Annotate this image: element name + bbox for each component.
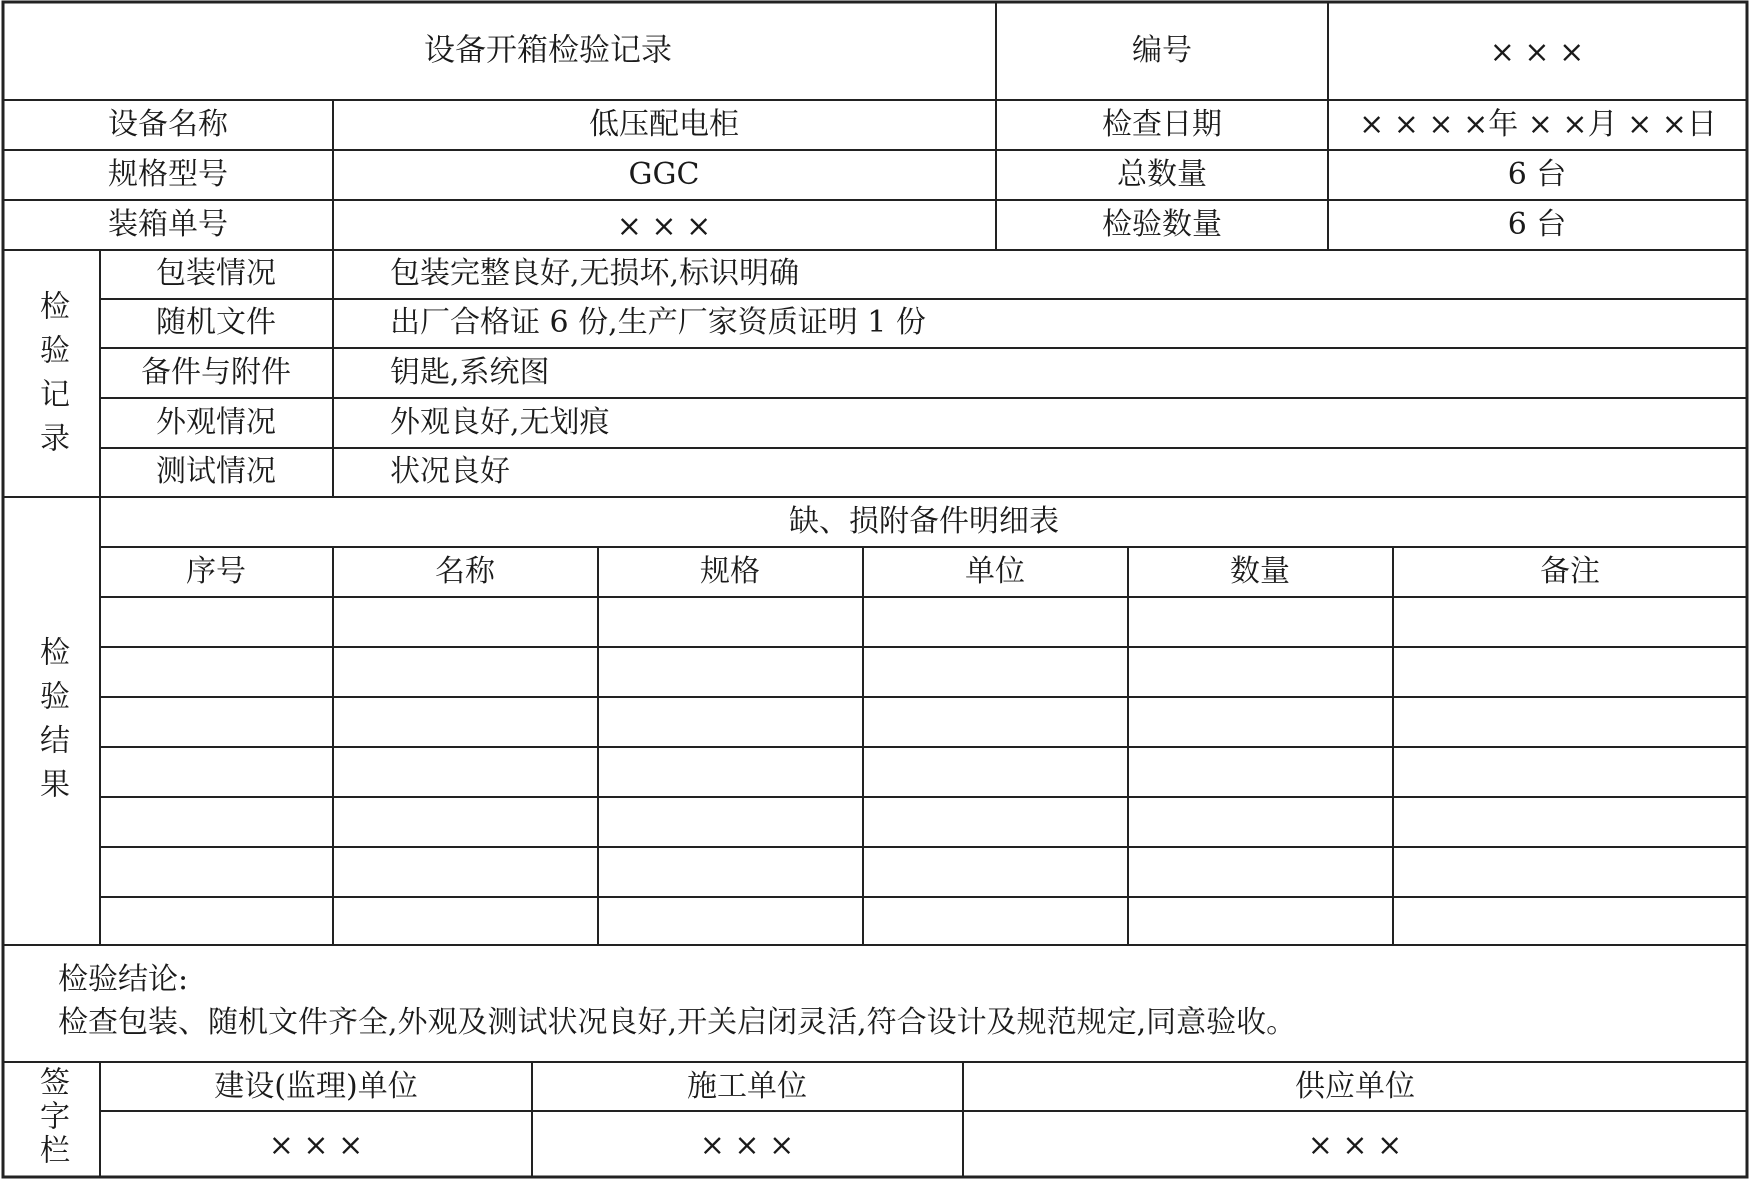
missing-parts-table-title: 缺、损附备件明细表 [789,504,1059,539]
packing-list-value: × × × [616,209,712,244]
record-row-value: 外观良好,无划痕 [390,405,610,440]
column-header: 序号 [186,554,246,589]
equipment-name-value: 低压配电柜 [589,107,739,142]
check-date-label: 检查日期 [1102,107,1222,142]
signature-section-label: 签字栏 [34,1066,69,1168]
check-date-value: × × × ×年 × ×月 × ×日 [1359,107,1717,142]
equipment-name-label: 设备名称 [108,107,228,142]
number-value: × × × [1489,35,1585,70]
model-label: 规格型号 [108,157,228,192]
signature-unit-value: × × × [268,1128,364,1163]
column-header: 数量 [1230,554,1290,589]
signature-unit-label: 供应单位 [1295,1069,1415,1104]
total-quantity-label: 总数量 [1117,157,1207,192]
conclusion-text: 检查包装、随机文件齐全,外观及测试状况良好,开关启闭灵活,符合设计及规范规定,同意验收。 [58,1005,1297,1040]
form-title: 设备开箱检验记录 [424,32,672,69]
record-row-value: 出厂合格证 6 份,生产厂家资质证明 1 份 [390,305,926,340]
conclusion-label: 检验结论: [58,962,189,997]
number-label: 编号 [1132,33,1192,68]
signature-unit-label: 建设(监理)单位 [214,1069,418,1104]
inspected-quantity-label: 检验数量 [1102,207,1222,242]
record-row-label: 随机文件 [156,305,276,340]
total-quantity-value: 6 台 [1507,157,1567,192]
column-header: 单位 [965,554,1025,589]
model-value: GGC [628,157,700,192]
packing-list-label: 装箱单号 [108,207,228,242]
column-header: 备注 [1540,554,1600,589]
record-row-value: 状况良好 [390,454,510,489]
inspection-record-section-label: 检验记录 [34,290,69,466]
inspected-quantity-value: 6 台 [1507,207,1567,242]
record-row-value: 钥匙,系统图 [390,355,550,390]
column-header: 名称 [435,554,495,589]
inspection-result-section-label: 检验结果 [34,636,69,812]
record-row-label: 测试情况 [156,454,276,489]
record-row-label: 包装情况 [156,256,276,291]
record-row-value: 包装完整良好,无损坏,标识明确 [390,256,800,291]
record-row-label: 外观情况 [156,405,276,440]
signature-unit-value: × × × [699,1128,795,1163]
signature-unit-value: × × × [1307,1128,1403,1163]
column-header: 规格 [700,554,760,589]
record-row-label: 备件与附件 [141,355,291,390]
signature-unit-label: 施工单位 [687,1069,807,1104]
